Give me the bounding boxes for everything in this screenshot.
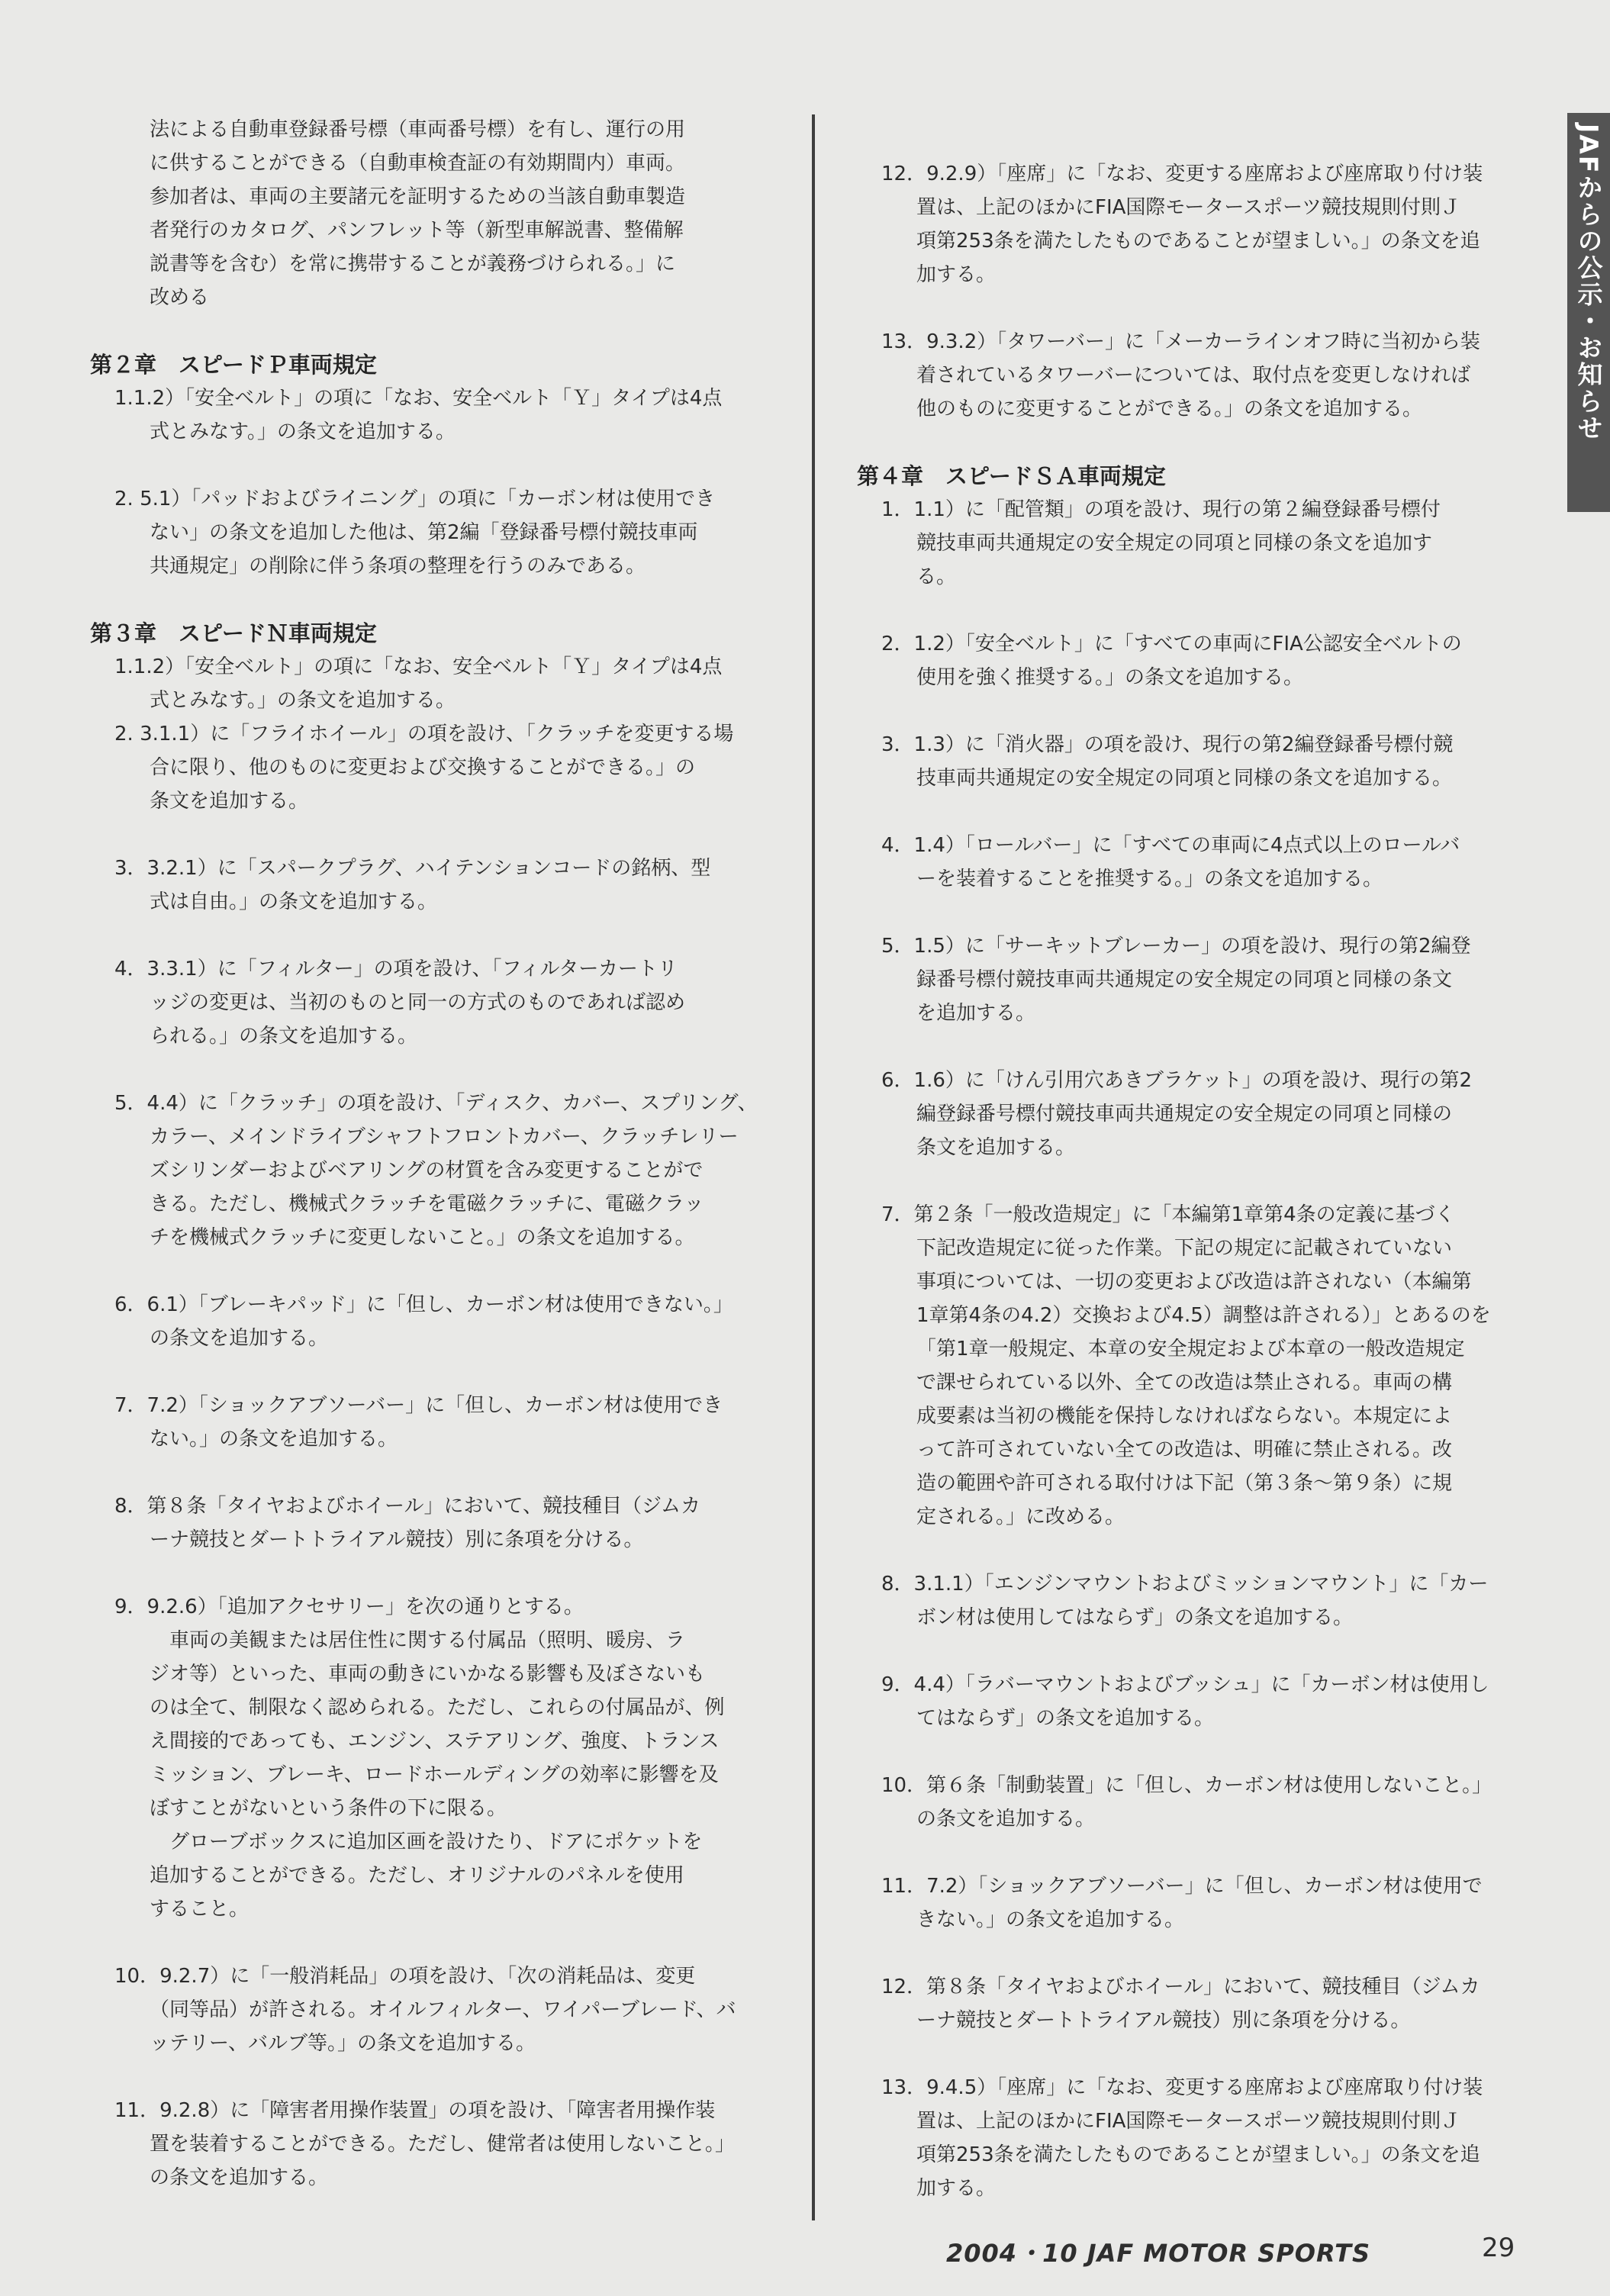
page-number: 29: [1482, 2233, 1515, 2263]
text-line: 10．第６条「制動装置」に「但し、カーボン材は使用しないこと。」: [881, 1774, 1492, 1797]
text-line: 2．1.2）「安全ベルト」に「すべての車両にFIA公認安全ベルトの: [881, 633, 1462, 655]
list-item: [114, 952, 765, 1053]
text-line: 置は、上記のほかにFIA国際モータースポーツ競技規則付則Ｊ: [916, 196, 1461, 219]
text-line: 2. 5.1）「パッドおよびライニング」の項に「カーボン材は使用でき: [114, 488, 716, 510]
right-column: [857, 113, 1532, 2205]
text-line: 置は、上記のほかにFIA国際モータースポーツ競技規則付則Ｊ: [916, 2110, 1461, 2133]
text-line: 5．4.4）に「クラッチ」の項を設け、「ディスク、カバー、スプリング、: [114, 1092, 758, 1115]
text-line: 3．1.3）に「消火器」の項を設け、現行の第2編登録番号標付競: [881, 733, 1454, 756]
text-line: 「第1章一般規定、本章の安全規定および本章の一般改造規定: [916, 1338, 1465, 1361]
publication-footer: 2004・10 JAF MOTOR SPORTS: [946, 2239, 1371, 2268]
text-line: 説書等を含む）を常に携帯することが義務づけられる。」に: [150, 253, 676, 275]
list-item: [881, 157, 1532, 291]
list-item: [114, 650, 765, 717]
text-line: ズシリンダーおよびベアリングの材質を含み変更することがで: [150, 1159, 704, 1182]
text-line: 参加者は、車両の主要諸元を証明するための当該自動車製造: [150, 185, 686, 208]
text-line: ーナ競技とダートトライアル競技）別に条項を分ける。: [916, 2009, 1411, 2032]
list-item: [114, 1590, 765, 1624]
text-line: 1．1.1）に「配管類」の項を設け、現行の第２編登録番号標付: [881, 498, 1441, 521]
text-line: 下記改造規定に従った作業。下記の規定に記載されていない: [916, 1237, 1453, 1260]
text-line: って許可されていない全ての改造は、明確に禁止される。改: [916, 1438, 1453, 1461]
text-line: 共通規定」の削除に伴う条項の整理を行うのみである。: [150, 555, 646, 578]
text-line: の条文を追加する。: [916, 1808, 1096, 1831]
text-line: 8．3.1.1）「エンジンマウントおよびミッションマウント」に「カー: [881, 1573, 1489, 1596]
text-line: 録番号標付競技車両共通規定の安全規定の同項と同様の条文: [916, 968, 1453, 991]
text-line: きる。ただし、機械式クラッチを電磁クラッチに、電磁クラッ: [150, 1193, 704, 1216]
text-line: の条文を追加する。: [150, 1327, 329, 1350]
text-line: 12．第８条「タイヤおよびホイール」において、競技種目（ジムカ: [881, 1976, 1480, 1998]
text-line: ジオ等）といった、車両の動きにいかなる影響も及ぼさないも: [150, 1663, 706, 1686]
text-line: 使用を強く推奨する。」の条文を追加する。: [916, 666, 1304, 689]
text-line: 法による自動車登録番号標（車両番号標）を有し、運行の用: [150, 118, 686, 141]
text-line: ボン材は使用してはならず」の条文を追加する。: [916, 1606, 1354, 1629]
text-line: ッテリー、バルブ等。」の条文を追加する。: [150, 2032, 536, 2055]
text-line: ーナ競技とダートトライアル競技）別に条項を分ける。: [150, 1528, 644, 1551]
text-line: 技車両共通規定の安全規定の同項と同様の条文を追加する。: [916, 767, 1453, 790]
text-line: ぼすことがないという条件の下に限る。: [150, 1797, 507, 1820]
text-line: 10．9.2.7）に「一般消耗品」の項を設け、「次の消耗品は、変更: [114, 1965, 696, 1988]
list-item: [114, 382, 765, 449]
chapter-heading: 第４章 スピードＳＡ車両規定: [857, 463, 1166, 489]
column-divider: [812, 114, 815, 2220]
list-item: [881, 493, 1532, 594]
text-line: 編登録番号標付競技車両共通規定の安全規定の同項と同様の: [916, 1103, 1453, 1125]
text-line: 合に限り、他のものに変更および交換することができる。」の: [150, 756, 696, 779]
chapter-heading: 第２章 スピードＰ車両規定: [90, 352, 377, 378]
list-item: [881, 1769, 1532, 1836]
text-line: 置を装着することができる。ただし、健常者は使用しないこと。」: [150, 2133, 736, 2156]
text-line: てはならず」の条文を追加する。: [916, 1707, 1215, 1730]
text-line: 事項については、一切の変更および改造は許されない（本編第: [916, 1270, 1472, 1293]
text-line: 項第253条を満たしたものであることが望ましい。」の条文を追: [916, 2143, 1480, 2166]
item-body: [114, 1624, 765, 1926]
text-line: 4．1.4）「ロールバー」に「すべての車両に4点式以上のロールバ: [881, 834, 1460, 857]
list-item: [114, 1959, 765, 2060]
text-line: 6．6.1）「ブレーキパッド」に「但し、カーボン材は使用できない。」: [114, 1293, 733, 1316]
text-line: 13．9.3.2）「タワーバー」に「メーカーラインオフ時に当初から装: [881, 330, 1480, 353]
text-line: 条文を追加する。: [916, 1136, 1076, 1159]
list-item: [114, 852, 765, 919]
section-tab: JAFからの公示・お知らせ: [1567, 113, 1610, 512]
list-item: [881, 1970, 1532, 2037]
list-item: [881, 627, 1532, 694]
text-line: られる。」の条文を追加する。: [150, 1025, 418, 1048]
text-line: 13．9.4.5）「座席」に「なお、変更する座席および座席取り付け装: [881, 2076, 1483, 2099]
text-line: グローブボックスに追加区画を設けたり、ドアにポケットを: [150, 1831, 703, 1853]
list-item: [881, 1567, 1532, 1634]
text-line: チを機械式クラッチに変更しないこと。」の条文を追加する。: [150, 1226, 695, 1249]
list-item: [114, 1389, 765, 1456]
text-line: 12．9.2.9）「座席」に「なお、変更する座席および座席取り付け装: [881, 163, 1483, 185]
list-item: [114, 482, 765, 583]
text-line: の条文を追加する。: [150, 2166, 329, 2189]
text-line: 造の範囲や許可される取付けは下記（第３条～第９条）に規: [916, 1472, 1453, 1495]
text-line: 着されているタワーバーについては、取付点を変更しなければ: [916, 364, 1471, 387]
text-line: 式とみなす。」の条文を追加する。: [150, 689, 456, 712]
list-item: [881, 829, 1532, 896]
list-item: [114, 2094, 765, 2195]
text-line: ッジの変更は、当初のものと同一の方式のものであれば認め: [150, 991, 686, 1014]
text-line: 者発行のカタログ、パンフレット等（新型車解説書、整備解: [150, 219, 684, 242]
list-item: [881, 728, 1532, 795]
list-item: [881, 1064, 1532, 1164]
list-item: [881, 1198, 1532, 1534]
list-item: [881, 1869, 1532, 1937]
text-line: のは全て、制限なく認められる。ただし、これらの付属品が、例: [150, 1696, 725, 1719]
list-item: [114, 1489, 765, 1557]
text-line: 定される。」に改める。: [916, 1505, 1125, 1528]
list-item: [881, 1668, 1532, 1735]
text-line: 競技車両共通規定の安全規定の同項と同様の条文を追加す: [916, 532, 1433, 555]
text-line: を追加する。: [916, 1002, 1036, 1025]
text-line: る。: [916, 565, 957, 588]
left-column: [90, 113, 765, 2195]
text-line: 11．9.2.8）に「障害者用操作装置」の項を設け、「障害者用操作装: [114, 2099, 716, 2122]
text-line: 改める: [150, 286, 210, 309]
text-line: 加する。: [916, 2177, 997, 2200]
intro-paragraph: [114, 113, 765, 314]
text-line: 加する。: [916, 263, 997, 286]
list-item: [114, 717, 765, 818]
text-line: ない」の条文を追加した他は、第2編「登録番号標付競技車両: [150, 521, 698, 544]
text-line: ない。」の条文を追加する。: [150, 1428, 398, 1451]
text-line: 9．9.2.6）「追加アクセサリー」を次の通りとする。: [114, 1596, 584, 1618]
text-line: 式は自由。」の条文を追加する。: [150, 890, 438, 913]
text-line: 6．1.6）に「けん引用穴あきブラケット」の項を設け、現行の第2: [881, 1069, 1473, 1092]
text-line: 成要素は当初の機能を保持しなければならない。本規定によ: [916, 1405, 1453, 1428]
text-line: 追加することができる。ただし、オリジナルのパネルを使用: [150, 1864, 684, 1887]
text-line: 7．7.2）「ショックアブソーバー」に「但し、カーボン材は使用でき: [114, 1394, 723, 1417]
text-line: 8．第８条「タイヤおよびホイール」において、競技種目（ジムカ: [114, 1495, 700, 1518]
list-item: [881, 929, 1532, 1030]
text-line: 1.1.2）「安全ベルト」の項に「なお、安全ベルト「Ｙ」タイプは4点: [114, 655, 723, 678]
text-line: カラー、メインドライブシャフトフロントカバー、クラッチレリー: [150, 1125, 739, 1148]
text-line: 5．1.5）に「サーキットブレーカー」の項を設け、現行の第2編登: [881, 935, 1471, 958]
text-line: ーを装着することを推奨する。」の条文を追加する。: [916, 868, 1383, 890]
text-line: え間接的であっても、エンジン、ステアリング、強度、トランス: [150, 1730, 720, 1753]
text-line: 9．4.4）「ラバーマウントおよびブッシュ」に「カーボン材は使用し: [881, 1673, 1489, 1696]
text-line: ミッション、ブレーキ、ロードホールディングの効率に影響を及: [150, 1763, 719, 1786]
text-line: すること。: [150, 1898, 250, 1921]
text-line: 1章第4条の4.2）交換および4.5）調整は許される）」とあるのを: [916, 1304, 1491, 1327]
text-line: 4．3.3.1）に「フィルター」の項を設け、「フィルターカートリ: [114, 958, 678, 981]
text-line: 条文を追加する。: [150, 790, 309, 813]
text-line: 1.1.2）「安全ベルト」の項に「なお、安全ベルト「Ｙ」タイプは4点: [114, 387, 723, 410]
text-line: 車両の美観または居住性に関する付属品（照明、暖房、ラ: [150, 1629, 686, 1652]
text-line: 他のものに変更することができる。」の条文を追加する。: [916, 398, 1423, 420]
text-line: 7．第２条「一般改造規定」に「本編第1章第4条の定義に基づく: [881, 1203, 1455, 1226]
chapter-heading: 第３章 スピードＮ車両規定: [90, 620, 377, 646]
text-line: 11．7.2）「ショックアブソーバー」に「但し、カーボン材は使用で: [881, 1875, 1483, 1898]
text-line: に供することができる（自動車検査証の有効期間内）車両。: [150, 152, 686, 175]
text-line: （同等品）が許される。オイルフィルター、ワイパーブレード、バ: [150, 1998, 736, 2021]
text-line: 式とみなす。」の条文を追加する。: [150, 420, 456, 443]
list-item: [114, 1087, 765, 1254]
text-line: 3．3.2.1）に「スパークプラグ、ハイテンションコードの銘柄、型: [114, 857, 711, 880]
list-item: [881, 2071, 1532, 2205]
list-item: [881, 325, 1532, 426]
text-line: 2. 3.1.1）に「フライホイール」の項を設け、「クラッチを変更する場: [114, 723, 734, 745]
text-line: 項第253条を満たしたものであることが望ましい。」の条文を追: [916, 230, 1480, 253]
text-line: で課せられている以外、全ての改造は禁止される。車両の構: [916, 1371, 1453, 1394]
text-line: きない。」の条文を追加する。: [916, 1908, 1185, 1931]
list-item: [114, 1288, 765, 1355]
